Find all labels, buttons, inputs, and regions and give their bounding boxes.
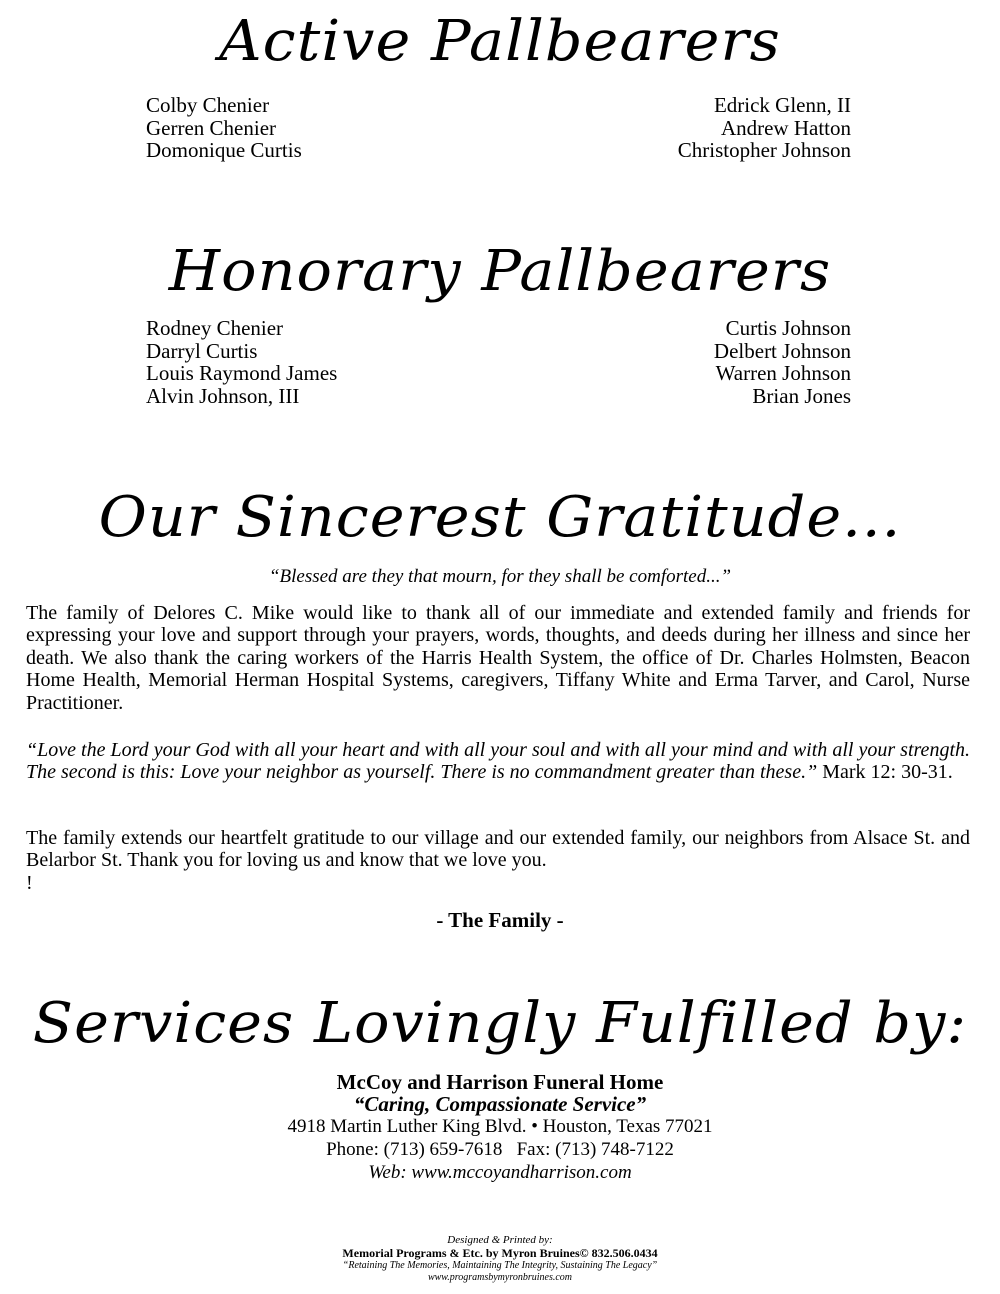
gratitude-paragraph-thanks: The family of Delores C. Mike would like to thank all of our immediate and extended family and friends for expressing your love and support through your prayers, words, thoughts, and deeds during her illness and since her death. We also thank the caring workers of the Harris Health System, the office of Dr. Charles Holmsten, Beacon Home Health, Memorial Herman Hospital Systems, caregivers, Tiffany White and Erma Tarver, and Carol, Nurse Practitioner.: [26, 602, 970, 714]
pallbearer-name: Darryl Curtis: [146, 338, 258, 363]
funeral-home-tagline: “Caring, Compassionate Service”: [353, 1092, 647, 1116]
pallbearer-name: Colby Chenier: [146, 93, 270, 117]
honorary-pallbearers-heading: Honorary Pallbearers: [168, 239, 832, 304]
family-signoff: - The Family -: [436, 908, 564, 932]
honorary-pallbearers-left-column: [146, 317, 337, 407]
credit-website: www.programsbymyronbruines.com: [427, 1272, 573, 1283]
gratitude-quote: “Blessed are they that mourn, for they shall be comforted...”: [268, 566, 732, 587]
pallbearer-name: Domonique Curtis: [146, 138, 302, 163]
pallbearer-name: Brian Jones: [752, 383, 851, 408]
funeral-home-address: 4918 Martin Luther King Blvd. • Houston, Texas 77021: [287, 1116, 713, 1137]
active-pallbearers-left-column: [146, 94, 302, 162]
pallbearer-name: Warren Johnson: [715, 361, 851, 386]
active-pallbearers-heading: Active Pallbearers: [219, 9, 781, 74]
credit-printer: Memorial Programs & Etc. by Myron Bruines© 832.506.0434: [342, 1246, 658, 1260]
exclamation-mark: !: [26, 872, 33, 894]
pallbearer-name: Alvin Johnson, III: [146, 383, 300, 408]
pallbearer-name: Christopher Johnson: [677, 138, 851, 163]
pallbearer-name: Louis Raymond James: [146, 361, 338, 386]
gratitude-paragraph-scripture: [26, 739, 970, 784]
services-heading: Services Lovingly Fulfilled by:: [32, 991, 968, 1056]
scripture-reference: Mark 12: 30-31.: [817, 761, 953, 784]
funeral-home-website: Web: www.mccoyandharrison.com: [368, 1162, 632, 1183]
credit-designed-by: Designed & Printed by:: [447, 1234, 553, 1246]
pallbearer-name: Edrick Glenn, II: [713, 93, 851, 117]
funeral-home-name: McCoy and Harrison Funeral Home: [336, 1070, 664, 1094]
pallbearer-name: Gerren Chenier: [146, 115, 277, 140]
pallbearer-name: Andrew Hatton: [720, 115, 851, 140]
pallbearer-name: Rodney Chenier: [146, 316, 284, 340]
gratitude-paragraph-neighbors: The family extends our heartfelt gratitude to our village and our extended family, our neighbors from Alsace St. and Belarbor St. Thank you for loving us and know that we love you.: [26, 827, 970, 872]
scripture-text: “Love the Lord your God with all your heart and with all your soul and with all your mind and with all your strength. The second is this: Love your neighbor as yourself. There is no commandment greater than these.”: [26, 739, 970, 784]
pallbearer-name: Curtis Johnson: [725, 316, 851, 340]
pallbearer-name: Delbert Johnson: [713, 338, 851, 363]
active-pallbearers-right-column: [678, 94, 851, 162]
honorary-pallbearers-right-column: [714, 317, 851, 407]
funeral-home-phone: Phone: (713) 659-7618 Fax: (713) 748-7122: [326, 1139, 674, 1160]
credit-slogan: “Retaining The Memories, Maintaining The Integrity, Sustaining The Legacy”: [342, 1260, 658, 1271]
gratitude-heading: Our Sincerest Gratitude...: [98, 485, 902, 550]
